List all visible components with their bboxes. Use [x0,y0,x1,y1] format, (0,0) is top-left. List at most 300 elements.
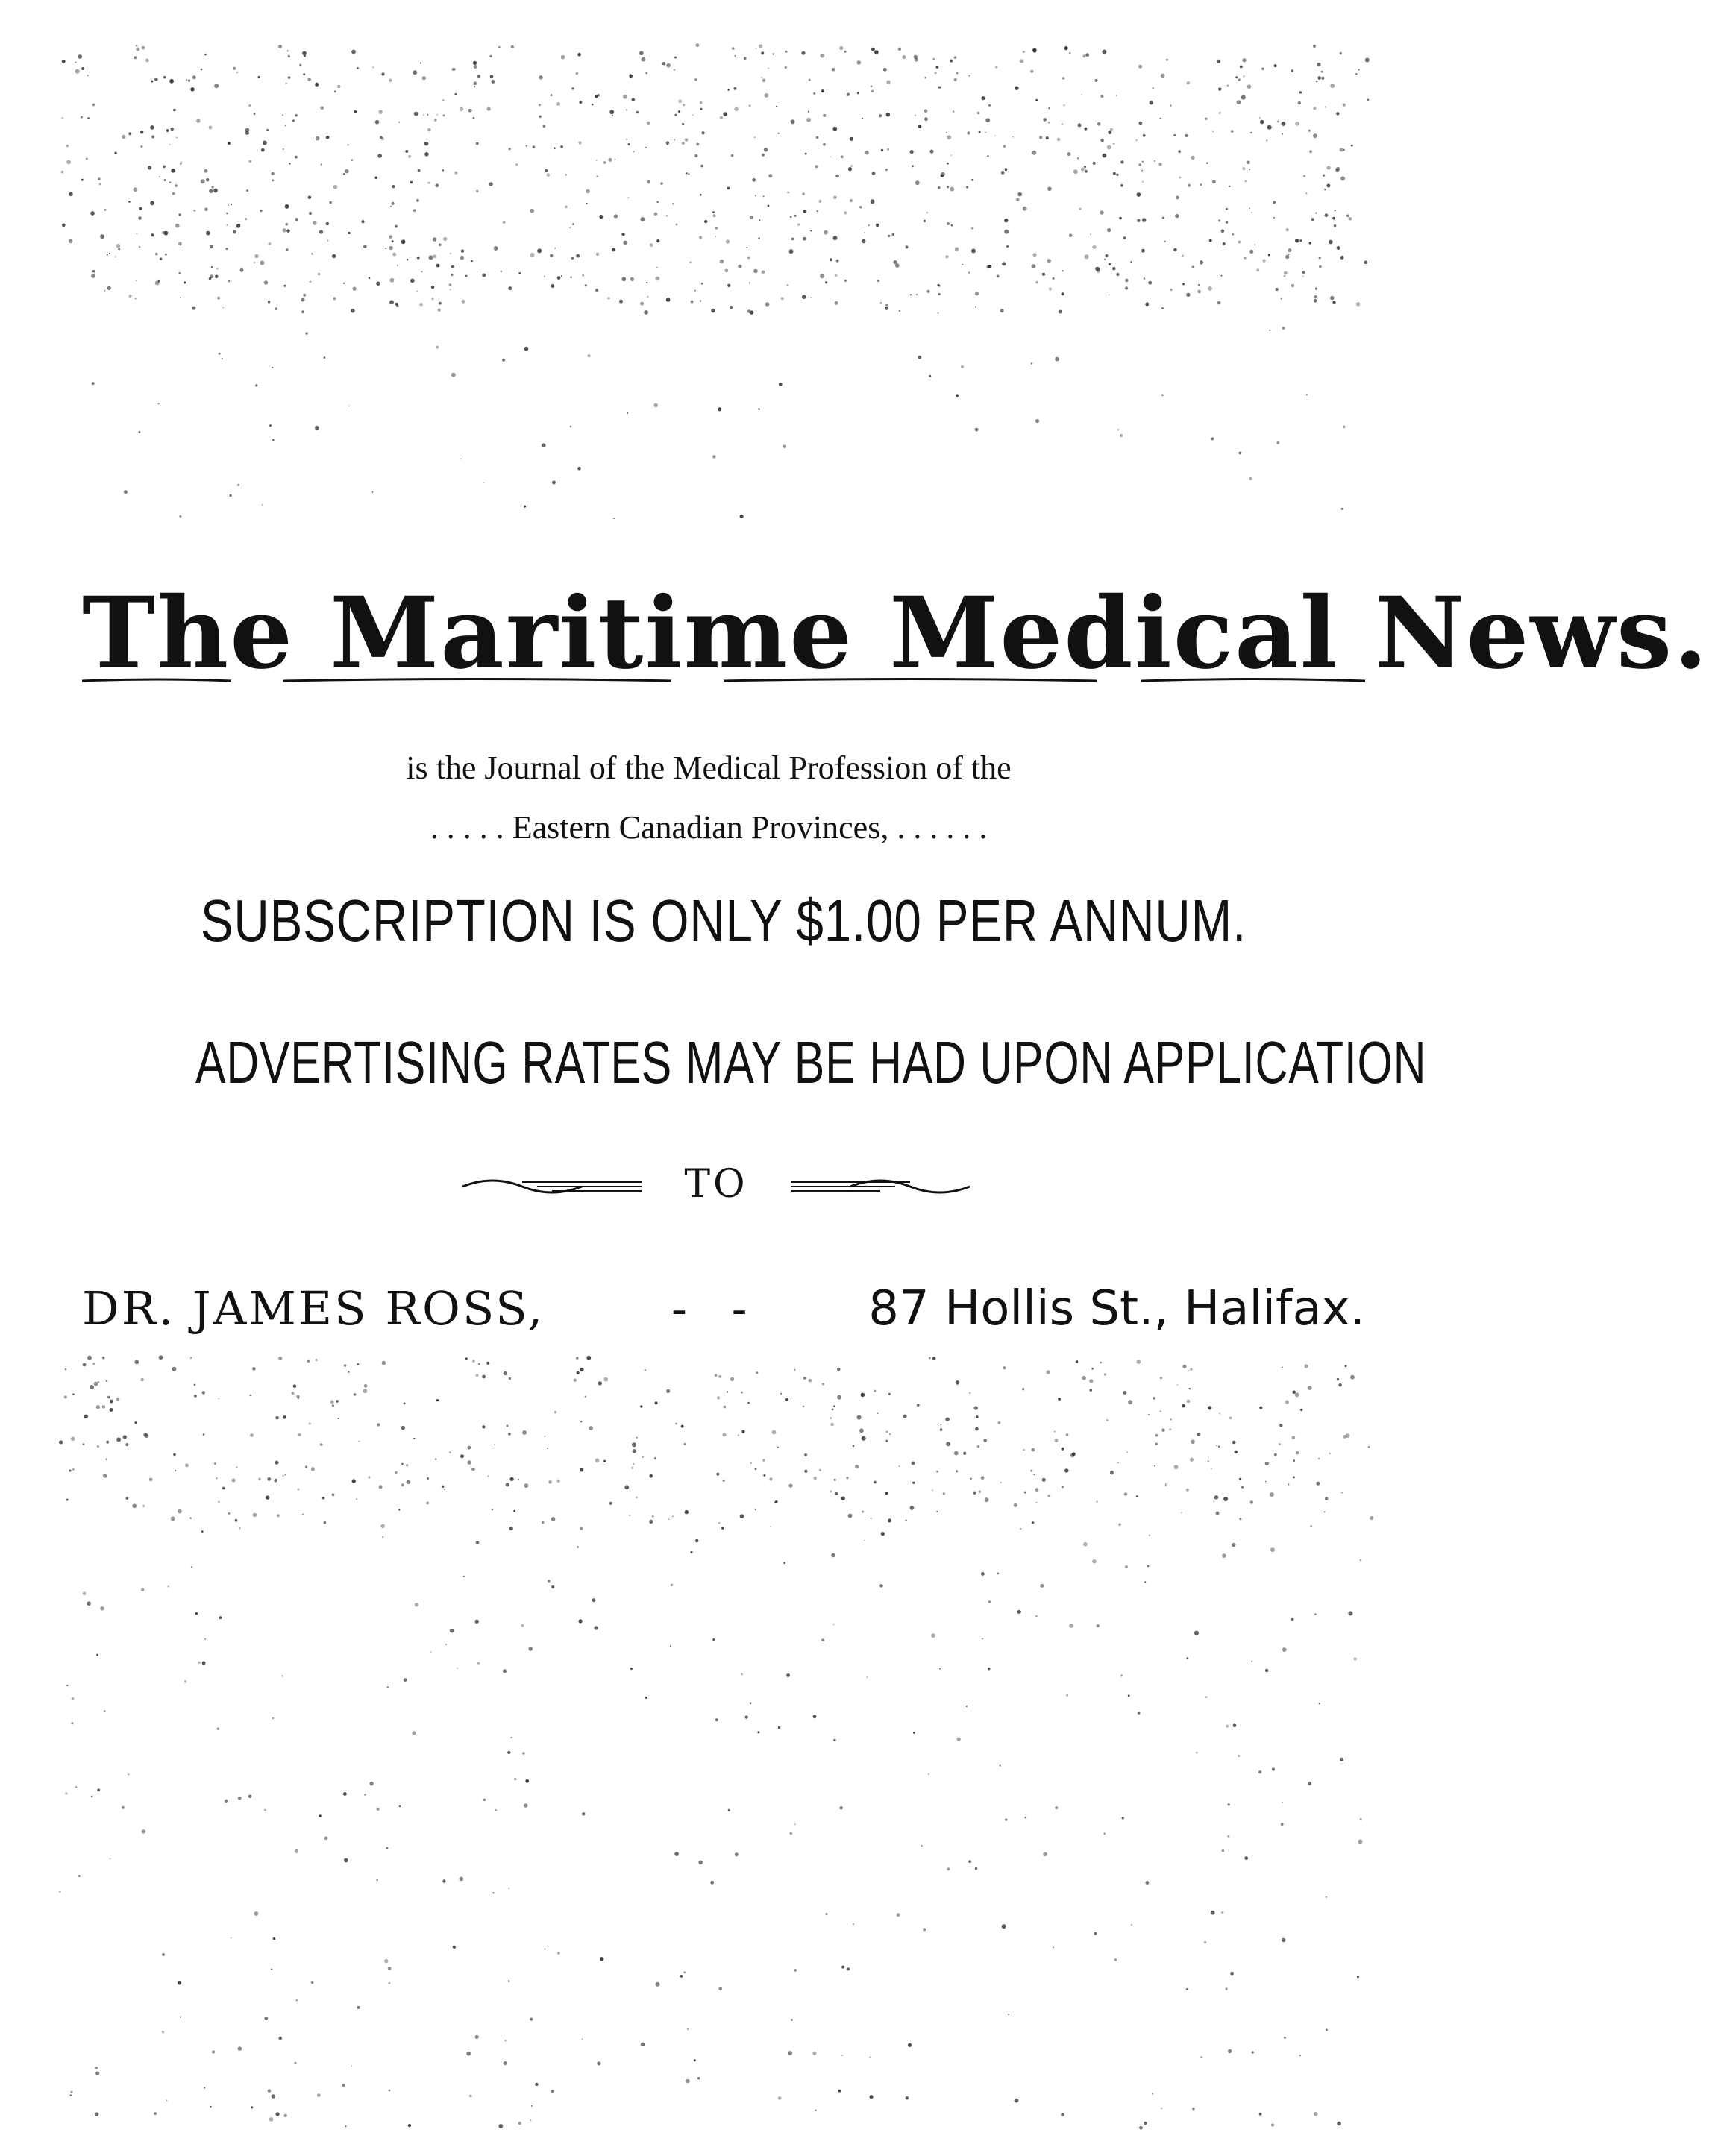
speckle-dot [98,177,100,180]
speckle-dot [122,135,125,139]
speckle-dot [589,1426,593,1430]
speckle-dot [1047,1370,1051,1374]
speckle-dot [554,147,556,149]
speckle-dot [1219,1413,1220,1415]
speckle-dot [1247,161,1250,165]
speckle-dot [1139,122,1143,125]
speckle-dot [445,1644,447,1645]
speckle-dot [718,1375,721,1378]
speckle-dot [848,167,852,171]
speckle-dot [704,220,707,223]
speckle-dot [1049,288,1052,291]
speckle-dot [264,2017,268,2020]
speckle-dot [1123,1391,1126,1395]
speckle-dot [507,1425,509,1427]
speckle-dot [533,145,536,148]
speckle-dot [580,1468,583,1471]
speckle-dot [407,1480,410,1484]
speckle-dot [791,238,794,240]
speckle-dot [681,1425,684,1428]
speckle-dot [282,114,283,116]
speckle-dot [404,1402,406,1404]
speckle-dot [821,1638,824,1641]
speckle-dot [1161,394,1164,396]
speckle-dot [489,55,492,57]
speckle-dot [1069,233,1073,237]
speckle-dot [245,218,247,220]
speckle-dot [756,48,757,49]
speckle-dot [1241,1486,1244,1489]
speckle-dot [155,281,160,286]
speckle-dot [788,1484,792,1488]
speckle-dot [835,1492,838,1495]
speckle-dot [1161,2108,1162,2109]
speckle-dot [979,131,981,133]
speckle-dot [1288,1484,1290,1486]
speckle-dot [844,51,847,53]
speckle-dot [473,61,477,65]
speckle-dot [1053,277,1055,280]
speckle-dot [607,297,609,299]
speckle-dot [1035,419,1039,423]
speckle-dot [95,273,96,274]
speckle-dot [857,1415,862,1420]
speckle-dot [712,1638,715,1641]
speckle-dot [1315,288,1317,290]
speckle-dot [865,151,868,154]
speckle-dot [86,158,88,160]
speckle-dot [961,365,964,368]
speckle-dot [1242,167,1245,170]
speckle-dot [946,255,949,258]
speckle-dot [151,233,154,236]
speckle-dot [674,139,675,140]
speckle-dot [126,1497,129,1500]
speckle-dot [110,1400,113,1404]
speckle-dot [732,47,735,50]
speckle-dot [219,353,221,355]
speckle-dot [1365,58,1370,63]
speckle-dot [348,232,351,234]
speckle-dot [1055,357,1059,362]
speckle-dot [209,126,213,130]
speckle-dot [380,136,383,139]
speckle-dot [772,1430,777,1435]
speckle-dot [571,257,574,260]
speckle-dot [785,51,788,53]
speckle-dot [691,301,694,304]
speckle-dot [886,81,890,84]
speckle-dot [1085,128,1088,131]
speckle-dot [118,248,120,251]
speckle-dot [1249,250,1253,254]
speckle-dot [492,1509,493,1511]
speckle-dot [715,227,718,230]
speckle-dot [311,1467,315,1471]
speckle-dot [542,1521,544,1524]
speckle-dot [938,284,940,286]
speckle-dot [700,108,703,110]
speckle-dot [168,1585,169,1587]
speckle-dot [956,1470,958,1472]
speckle-dot [539,75,542,79]
speckle-dot [930,150,934,154]
speckle-dot [387,1686,389,1688]
speckle-dot [269,424,272,427]
speckle-dot [1033,49,1036,52]
speckle-dot [917,1404,920,1407]
speckle-dot [867,1676,868,1678]
speckle-dot [979,1491,981,1493]
speckle-dot [586,189,590,194]
speckle-dot [542,125,545,128]
speckle-dot [388,1967,392,1970]
speckle-dot [1025,1817,1027,1819]
speckle-dot [311,1981,314,1984]
speckle-dot [1126,1452,1128,1453]
speckle-dot [577,254,579,256]
speckle-dot [106,1441,109,1444]
speckle-dot [1062,1486,1064,1488]
speckle-dot [451,265,454,268]
speckle-dot [947,163,949,165]
speckle-dot [1218,219,1220,221]
speckle-dot [465,1357,468,1360]
speckle-dot [202,1662,206,1665]
speckle-dot [1158,163,1162,166]
speckle-dot [396,304,399,307]
speckle-dot [192,75,196,79]
speckle-dot [768,205,770,207]
speckle-dot [316,136,320,141]
speckle-dot [418,169,421,172]
speckle-dot [140,131,143,133]
speckle-dot [326,222,329,225]
speckle-dot [410,279,415,283]
speckle-dot [1093,162,1096,165]
speckle-dot [283,228,287,233]
speckle-dot [1032,1521,1034,1524]
speckle-dot [504,1371,507,1375]
speckle-dot [832,1409,834,1411]
speckle-dot [217,297,220,300]
speckle-dot [204,169,208,173]
speckle-dot [986,265,990,269]
speckle-dot [803,1377,806,1380]
speckle-dot [1085,254,1089,259]
speckle-dot [1106,1419,1109,1421]
speckle-dot [1265,1462,1269,1465]
speckle-dot [75,1786,77,1788]
speckle-dot [487,107,491,111]
speckle-dot [758,237,759,239]
speckle-dot [723,1480,725,1482]
speckle-dot [806,118,811,122]
speckle-dot [715,236,717,237]
speckle-dot [1185,134,1188,137]
speckle-dot [308,196,312,200]
speckle-dot [344,1364,347,1367]
speckle-dot [1235,1451,1238,1454]
speckle-dot [551,284,554,288]
speckle-dot [225,1800,228,1803]
speckle-dot [266,1495,269,1499]
speckle-dot [1218,88,1221,91]
speckle-dot [626,139,627,140]
speckle-dot [298,1398,299,1399]
speckle-dot [288,55,291,58]
speckle-dot [1286,228,1289,231]
speckle-dot [482,1375,486,1379]
speckle-dot [1070,1453,1075,1458]
speckle-dot [899,310,901,312]
speckle-dot [1279,1443,1281,1445]
speckle-dot [468,109,472,113]
speckle-dot [492,80,495,84]
speckle-dot [272,2094,275,2098]
speckle-dot [1271,2123,1274,2126]
speckle-dot [1153,1397,1155,1400]
speckle-dot [401,1483,404,1486]
speckle-dot [750,1702,752,1704]
speckle-dot [847,93,850,96]
speckle-dot [804,1470,807,1473]
speckle-dot [1190,1368,1193,1371]
speckle-dot [1006,245,1009,248]
speckle-dot [494,246,498,251]
speckle-dot [173,1453,175,1456]
speckle-dot [577,53,581,57]
speckle-dot [246,189,248,192]
speckle-dot [912,165,914,167]
speckle-dot [749,104,751,107]
speckle-dot [301,310,304,313]
speckle-dot [656,239,659,242]
speckle-dot [476,1541,480,1544]
speckle-dot [232,1479,236,1483]
speckle-dot [1136,139,1138,141]
speckle-dot [598,94,600,96]
speckle-dot [1197,290,1201,294]
speckle-dot [368,1476,370,1478]
speckle-dot [1104,1373,1106,1375]
speckle-dot [460,1454,464,1458]
speckle-dot [848,1514,853,1518]
contact-line [82,1268,1365,1350]
speckle-dot [337,85,341,89]
speckle-dot [285,125,286,127]
speckle-dot [924,77,926,79]
speckle-dot [985,118,990,122]
speckle-dot [87,1601,91,1606]
speckle-dot [859,206,862,208]
speckle-dot [194,1384,196,1386]
speckle-dot [997,1573,999,1575]
speckle-dot [489,182,493,186]
speckle-dot [377,1423,380,1426]
speckle-dot [1303,175,1305,177]
speckle-dot [1282,327,1285,330]
speckle-dot [143,1433,147,1436]
speckle-dot [357,67,359,69]
speckle-dot [471,260,473,262]
speckle-dot [754,1468,756,1470]
speckle-dot [1316,81,1317,82]
speckle-dot [1144,1581,1146,1583]
speckle-dot [272,1717,275,1720]
speckle-dot [872,172,876,175]
speckle-dot [150,201,154,206]
speckle-dot [254,262,255,263]
speckle-dot [482,1425,485,1428]
speckle-dot [577,1371,580,1374]
speckle-dot [320,106,324,110]
speckle-dot [939,1668,941,1670]
speckle-dot [1004,219,1008,222]
speckle-dot [284,2114,287,2117]
speckle-dot [104,1710,105,1712]
speckle-dot [1208,1406,1211,1409]
speckle-dot [524,1803,528,1808]
speckle-dot [506,1483,509,1486]
speckle-dot [1226,221,1228,223]
speckle-dot [805,153,807,155]
speckle-dot [685,1510,689,1514]
speckle-dot [1308,130,1311,132]
speckle-dot [906,2096,909,2100]
speckle-dot [530,253,535,257]
speckle-dot [612,115,613,116]
speckle-dot [794,1823,796,1825]
speckle-dot [427,114,428,116]
speckle-dot [345,169,349,174]
speckle-dot [723,1406,726,1409]
speckle-dot [749,282,750,283]
speckle-dot [833,1739,835,1741]
speckle-dot [696,143,699,146]
speckle-dot [450,289,451,290]
speckle-dot [1272,1767,1275,1770]
speckle-dot [825,281,827,283]
speckle-dot [672,203,674,204]
speckle-dot [645,1369,647,1371]
speckle-dot [1277,121,1279,123]
speckle-dot [780,1393,782,1395]
speckle-dot [1258,1770,1261,1773]
speckle-dot [837,1395,841,1400]
speckle-dot [794,215,796,217]
speckle-dot [116,244,121,248]
speckle-dot [1226,208,1228,210]
speckle-dot [905,245,908,248]
speckle-dot [514,1778,517,1781]
speckle-dot [656,267,658,268]
speckle-dot [833,1405,835,1407]
speckle-dot [619,300,623,304]
speckle-dot [78,54,83,59]
speckle-dot [1128,1400,1132,1404]
speckle-dot [1260,120,1264,125]
speckle-dot [853,1445,855,1448]
speckle-dot [154,78,158,81]
speckle-dot [715,1374,718,1377]
speckle-dot [215,189,216,191]
speckle-dot [1284,271,1288,275]
speckle-dot [1107,145,1111,150]
speckle-dot [1110,128,1113,131]
speckle-dot [1276,441,1279,444]
speckle-dot [871,1518,872,1519]
speckle-dot [237,484,239,486]
speckle-dot [1191,156,1194,160]
speckle-dot [626,110,627,111]
speckle-dot [1182,283,1185,286]
speckle-dot [433,237,436,241]
speckle-dot [612,248,615,252]
speckle-dot [963,1452,966,1455]
speckle-dot [1282,122,1286,126]
speckle-dot [134,56,137,59]
speckle-dot [988,104,991,107]
speckle-dot [1047,1495,1050,1497]
speckle-dot [204,1638,206,1640]
speckle-dot [810,230,812,232]
speckle-dot [825,1913,827,1915]
speckle-dot [66,160,71,165]
speckle-dot [738,265,741,268]
speckle-dot [1299,2055,1301,2056]
speckle-dot [694,78,697,81]
speckle-dot [740,1514,744,1518]
speckle-dot [178,213,181,216]
speckle-dot [203,1433,205,1436]
speckle-dot [1000,1764,1001,1766]
speckle-dot [376,1879,377,1881]
speckle-dot [735,1852,739,1856]
speckle-dot [609,110,614,114]
speckle-dot [674,69,675,71]
speckle-dot [861,1393,865,1398]
speckle-dot [971,179,973,181]
contact-name: DR. JAMES ROSS, [82,1281,545,1336]
speckle-dot [1120,160,1123,163]
speckle-dot [1059,310,1062,314]
speckle-dot [1103,1833,1105,1835]
speckle-dot [1343,426,1346,429]
speckle-dot [667,144,668,145]
speckle-dot [1343,1435,1346,1439]
speckle-dot [1284,2037,1286,2039]
speckle-dot [251,2106,253,2108]
speckle-dot [75,69,80,74]
speckle-dot [475,2035,479,2039]
speckle-dot [656,201,659,203]
speckle-dot [770,1526,771,1527]
speckle-dot [1005,1819,1007,1821]
speckle-dot [770,1478,773,1481]
speckle-dot [924,109,928,113]
speckle-dot [343,1792,347,1796]
speckle-dot [222,307,224,308]
speckle-dot [551,94,553,96]
speckle-dot [81,116,83,119]
speckle-dot [1332,217,1335,220]
speckle-dot [1161,1429,1164,1432]
speckle-dot [603,161,606,164]
speckle-dot [1317,63,1320,66]
speckle-dot [683,104,685,106]
speckle-dot [654,1457,656,1459]
